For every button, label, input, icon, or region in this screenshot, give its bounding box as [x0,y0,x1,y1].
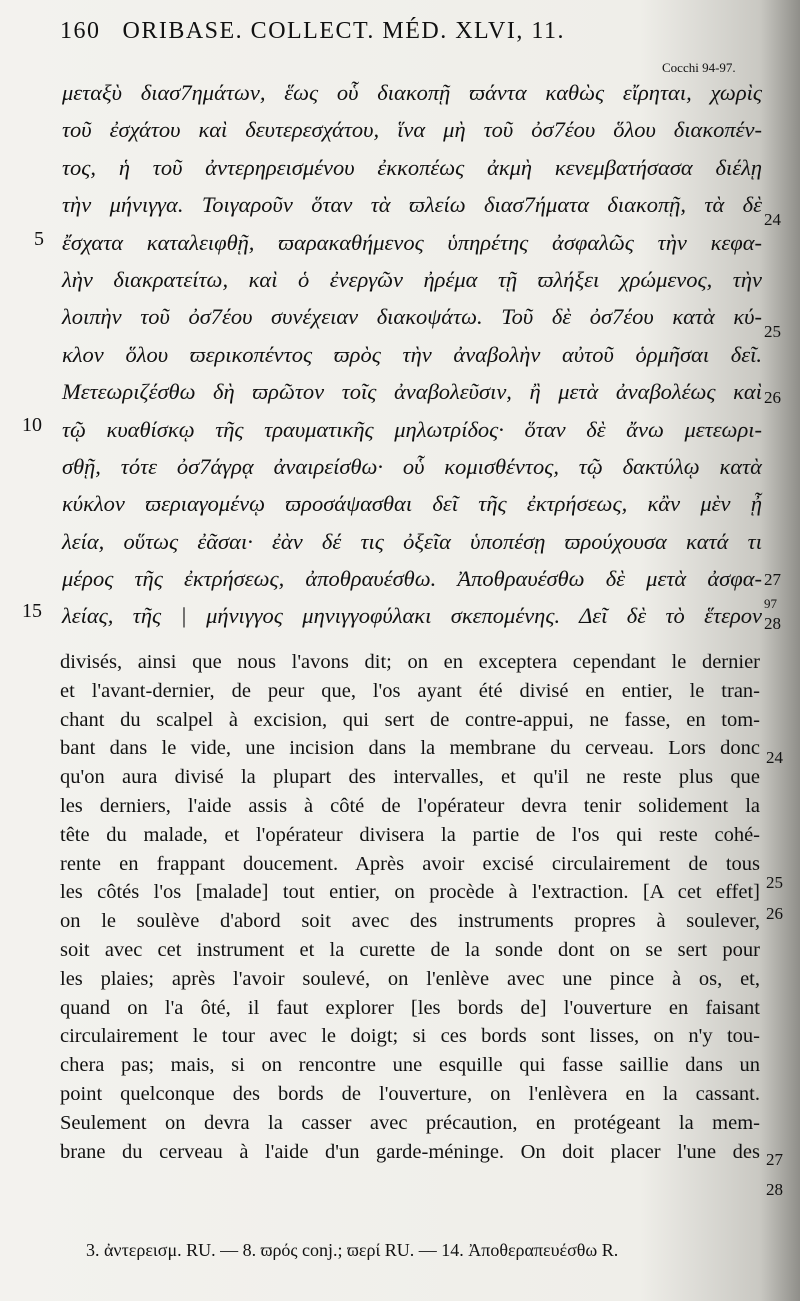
french-line: les derniers, l'aide assis à côté de l'opérateur devra tenir solidement la [60,794,760,817]
margin-number: 24 [766,748,783,767]
french-line: les côtés l'os [malade] tout entier, on procède à l'extraction. [A cet effet] [60,881,760,904]
french-line: quand on l'a ôté, il faut explorer [les bords de] l'ouverture en faisant [60,996,760,1019]
french-line: chant du scalpel à excision, qui sert de contre-appui, ne fasse, en tom- [60,708,760,731]
line-number: 5 [34,228,44,250]
margin-number: 27 [764,570,781,589]
margin-number: 26 [766,904,783,923]
greek-line: λοιπὴν τοῦ ὀσ7έου συνέχειαν διακοψάτω. Τοῦ δὲ ὀσ7έου κατὰ κύ- [62,304,762,330]
greek-line: τὴν μήνιγγα. Τοιγαροῦν ὅταν τὰ ϖλείω διασ7ήματα διακοπῇ, τὰ δὲ [62,192,762,218]
french-line: chera pas; mais, si on rencontre une esquille qui fasse saillie dans un [60,1054,760,1077]
greek-line: ἔσχατα καταλειφθῇ, ϖαρακαθήμενος ὑπηρέτης ἀσφαλῶς τὴν κεφα- [62,229,762,255]
greek-line: Μετεωριζέσθω δὴ ϖρῶτον τοῖς ἀναβολεῦσιν, ἢ μετὰ ἀναβολέως καὶ [62,379,762,405]
french-line: brane du cerveau à l'aide d'un garde-méninge. On doit placer l'une des [60,1140,760,1163]
french-line: bant dans le vide, une incision dans la membrane du cerveau. Lors donc [60,737,760,760]
greek-line: μέρος τῆς ἐκτρήσεως, ἀποθραυέσθω. Ἀποθραυέσθω δὲ μετὰ ἀσφα- [62,566,762,592]
greek-text-block [62,74,762,635]
greek-line: τῷ κυαθίσκῳ τῆς τραυματικῆς μηλωτρίδος· ὅταν δὲ ἄνω μετεωρι- [62,416,762,442]
french-line: point quelconque des bords de l'ouverture, on l'enlèvera en la cassant. [60,1082,760,1105]
page-header [60,18,565,45]
french-line: qu'on aura divisé la plupart des intervalles, et qu'il ne reste plus que [60,766,760,789]
greek-line: τοῦ ἐσχάτου καὶ δευτερεσχάτου, ἵνα μὴ τοῦ ὀσ7έου ὅλου διακοπέν- [62,117,762,143]
french-line: et l'avant-dernier, de peur que, l'os ayant été divisé en entier, le tran- [60,679,760,702]
greek-line: τος, ἡ τοῦ ἀντερηρεισμένου ἐκκοπέως ἀκμὴ κενεμβατήσασα διέλῃ [62,154,762,180]
french-line: on le soulève d'abord soit avec des instruments propres à soulever, [60,910,760,933]
greek-line: λὴν διακρατείτω, καὶ ὁ ἐνεργῶν ἠρέμα τῇ ϖλήξει χρώμενος, τὴν [62,266,762,292]
greek-line: σθῇ, τότε ὀσ7άγρᾳ ἀναιρείσθω· οὗ κομισθέντος, τῷ δακτύλῳ κατὰ [62,453,762,479]
greek-line: κλον ὅλου ϖερικοπέντος ϖρὸς τὴν ἀναβολὴν αὐτοῦ ὁρμῆσαι δεῖ. [62,341,762,367]
greek-line: κύκλον ϖεριαγομένῳ ϖροσάψασθαι δεῖ τῆς ἐκτρήσεως, κἂν μὲν ᾖ [62,491,762,517]
margin-number: 25 [764,322,781,341]
french-line: tête du malade, et l'opérateur divisera la partie de l'os qui reste cohé- [60,823,760,846]
french-line: Seulement on devra la casser avec précaution, en protégeant la mem- [60,1111,760,1134]
line-number: 10 [22,414,42,436]
greek-line: μεταξὺ διασ7ημάτων, ἕως οὗ διακοπῇ ϖάντα καθὼς εἴρηται, χωρὶς [62,80,762,105]
margin-number: 97 [764,596,777,611]
french-line: rente en frappant doucement. Après avoir excisé circulairement de tous [60,852,760,875]
french-translation-block [60,648,760,1166]
margin-number: 27 [766,1150,783,1169]
greek-line: λείας, τῆς | μήνιγγος μηνιγγοφύλακι σκεπομένης. Δεῖ δὲ τὸ ἕτερον [62,603,762,629]
line-number: 15 [22,600,42,622]
french-line: circulairement le tour avec le doigt; si ces bords sont lisses, on n'y tou- [60,1025,760,1048]
running-title: ORIBASE. COLLECT. MÉD. XLVI, 11. [122,18,565,44]
greek-line: λεία, οὕτως ἐᾶσαι· ἐὰν δέ τις ὀξεῖα ὑποπέσῃ ϖρούχουσα κατά τι [62,528,762,554]
french-line: soit avec cet instrument et la curette de la sonde dont on se sert pour [60,938,760,961]
cocchi-reference: Cocchi 94-97. [662,60,736,75]
french-line: les plaies; après l'avoir soulevé, on l'enlève avec une pince à os, et, [60,967,760,990]
page-number: 160 [60,18,101,44]
margin-number: 28 [766,1180,783,1199]
margin-number: 24 [764,210,781,229]
margin-number: 28 [764,614,781,633]
footnote: 3. ἀντερεισμ. RU. — 8. ϖρός conj.; ϖερί RU. — 14. Ἀποθεραπευέσθω R. [86,1240,619,1260]
french-line: divisés, ainsi que nous l'avons dit; on en exceptera cependant le dernier [60,651,760,673]
margin-number: 25 [766,873,783,892]
margin-number: 26 [764,388,781,407]
